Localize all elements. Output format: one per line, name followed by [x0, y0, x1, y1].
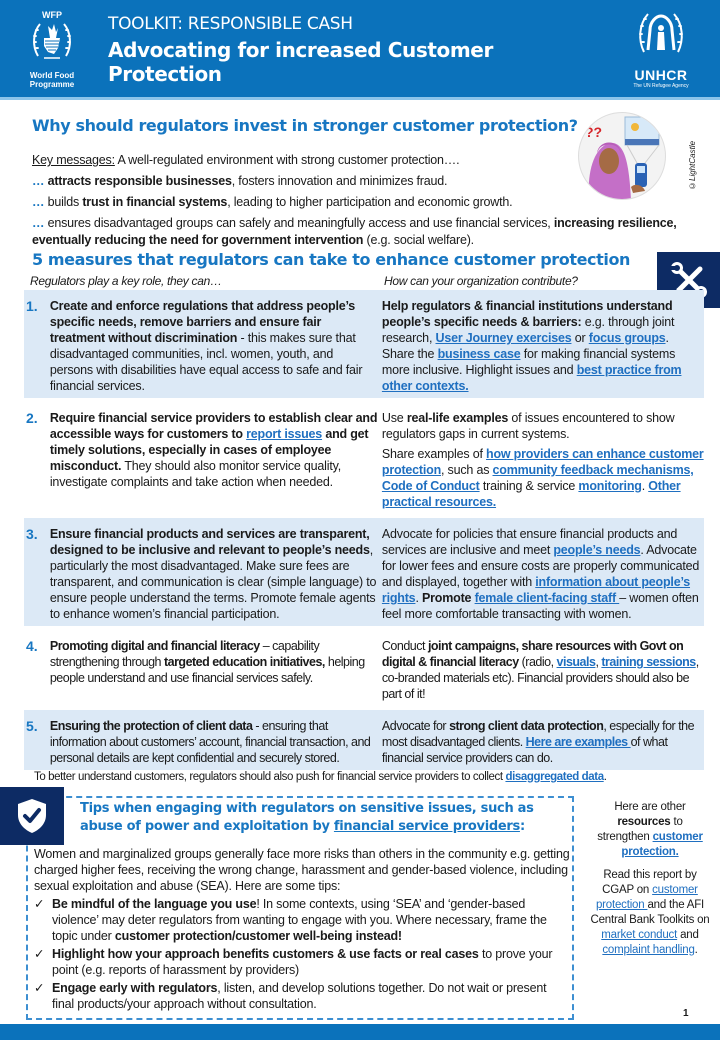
tip-item: ✓ Highlight how your approach benefits customers & use facts or real cases to prove your point (e.g. reports of harassment by providers) — [34, 947, 553, 977]
tips-body — [34, 846, 570, 1012]
regulator-action: Promoting digital and financial literacy – capability strengthening through targeted education initiatives, helping people understand and use financial services safely. — [49, 639, 365, 685]
link-complaint-handling[interactable]: complaint handling — [602, 944, 695, 956]
organization-contribution: Conduct joint campaigns, share resources with Govt on digital & financial literacy (radio, visuals, training sessions, co-branded materials etc). Financial providers should also be part of it! — [381, 639, 699, 701]
regulator-action: Ensure financial products and services are transparent, designed to be inclusive and relevant to people’s needs, particularly the most disadvantaged. Make sure fees are transparent, and communication is clear (simple language) to ensure people understand the terms. Promote female agents to enhance women’s financial participation. — [49, 527, 377, 621]
link-cgap-customer-protection[interactable]: customer protection — [595, 884, 698, 911]
measures-heading: 5 measures that regulators can take to enhance customer protection — [32, 250, 631, 269]
measure-row-4 — [24, 630, 704, 706]
link-community-feedback[interactable]: community feedback mechanisms, Code of Conduct — [381, 463, 694, 493]
page-header — [0, 0, 720, 100]
link-visuals[interactable]: visuals — [556, 655, 596, 669]
link-financial-service-providers[interactable]: financial service providers — [333, 819, 520, 834]
checkmark-icon: ✓ — [34, 947, 45, 961]
measure-row-2 — [24, 402, 704, 514]
regulator-action: Require financial service providers to establish clear and accessible ways for customers to report issues and get timely solutions, especially in cases of employee misconduct. They should also monitor service quality, investigate complaints and take action when needed. — [49, 411, 378, 489]
wfp-logo: WFP World Food Programme — [29, 10, 75, 89]
illustration-art — [579, 113, 666, 200]
regulator-action: Create and enforce regulations that address people’s specific needs, remove barriers and ensure fair treatment without discrimination - this makes sure that disadvantaged communities, incl. women, youth, and persons with disabilities have equal access to safe and fair financial services. — [49, 299, 363, 393]
measure-row-1 — [24, 290, 704, 398]
key-message-item: … builds trust in financial systems, leading to higher participation and economic growth. — [32, 195, 513, 209]
link-market-conduct[interactable]: market conduct — [601, 929, 678, 941]
woman-with-phone-illustration — [578, 112, 666, 200]
link-providers-enhance-protection[interactable]: how providers can enhance customer protection — [381, 447, 704, 477]
tips-heading: Tips when engaging with regulators on sensitive issues, such as abuse of power and exploitation by financial service providers: — [80, 801, 534, 834]
organization-contribution: Use real-life examples of issues encountered to show regulators gaps in current systems. Share examples of how providers can enhance customer protection, such as community feedback mechanisms, Code of Conduct training & service monitoring. Other practical resources. — [381, 411, 704, 509]
disaggregated-data-note: To better understand customers, regulators should also push for financial service providers to collect disaggregated data. — [34, 771, 607, 783]
measure-row-5 — [24, 710, 704, 770]
column-header-organization: How can your organization contribute? — [384, 274, 578, 288]
link-other-resources[interactable]: Other practical resources. — [381, 479, 681, 509]
link-training-sessions[interactable]: training sessions — [601, 655, 696, 669]
measure-number: 1. — [26, 298, 38, 314]
link-peoples-needs[interactable]: people’s needs — [553, 543, 641, 557]
other-resources: Here are other resources to strengthen customer protection. Read this report by CGAP on customer protection and the AFI Central Bank Toolkits on market conduct and complaint handling. — [590, 801, 710, 956]
shield-icon — [15, 797, 49, 835]
column-header-regulators: Regulators play a key role, they can… — [30, 274, 222, 288]
measure-number: 3. — [26, 526, 38, 542]
link-disaggregated-data[interactable]: disaggregated data — [505, 771, 604, 783]
measure-row-3 — [24, 518, 704, 626]
key-message-item: … ensures disadvantaged groups can safely and meaningfully access and use financial services, increasing resilience, eventually reducing the need for government intervention (e.g. social welfare). — [32, 216, 677, 247]
link-peoples-rights[interactable]: information about people’s rights — [381, 575, 691, 605]
link-business-case[interactable]: business case — [437, 347, 521, 361]
regulator-action: Ensuring the protection of client data - ensuring that information about customers’ account, financial transaction, and personal details are kept confidential and securely stored. — [49, 719, 371, 765]
link-female-staff[interactable]: female client-facing staff — [474, 591, 620, 605]
tip-item: ✓ Be mindful of the language you use! In some contexts, using ‘SEA’ and ‘gender-based violence’ may deter regulators from wanting to engage with you. Where necessary, frame the topic under customer protection/customer well-being instead! — [34, 897, 547, 943]
key-message-item: … attracts responsible businesses, fosters innovation and minimizes fraud. — [32, 174, 448, 188]
organization-contribution: Advocate for policies that ensure financial products and services are inclusive and meet people’s needs. Advocate for lower fees and ensure costs are properly communicated and displayed, together with information about people’s rights. Promote female client-facing staff – women often feel more comfortable transacting with women. — [381, 527, 700, 621]
link-focus-groups[interactable]: focus groups — [588, 331, 666, 345]
wfp-emblem-icon — [30, 20, 74, 64]
page-number: 1 — [683, 1008, 689, 1019]
key-messages — [32, 150, 677, 249]
tips-intro: Women and marginalized groups generally face more risks than others in the community e.g. getting charged higher fees, receiving the wrong change, harassment and gender-based violence, including sexual exploitation and abuse (SEA). Here are some tips: — [34, 847, 570, 893]
measure-number: 5. — [26, 718, 38, 734]
tip-item: ✓ Engage early with regulators, listen, and develop solutions together. Do not wait or present final products/your approach without consultation. — [34, 981, 547, 1011]
shield-check-icon — [0, 787, 64, 845]
tips-list — [34, 896, 570, 1012]
svg-text:??: ?? — [585, 124, 603, 140]
link-monitoring[interactable]: monitoring — [578, 479, 642, 493]
image-credit: ©LightCastle — [688, 140, 697, 190]
measure-number: 4. — [26, 638, 38, 654]
toolkit-kicker: TOOLKIT: RESPONSIBLE CASH — [108, 14, 353, 34]
why-heading: Why should regulators invest in stronger customer protection? — [32, 116, 578, 135]
organization-contribution: Help regulators & financial institutions understand people’s specific needs & barriers: e.g. through joint research, User Journey exercises or focus groups. Share the business case for making financial systems more inclusive. Highlight issues and best practice from other contexts. — [381, 299, 682, 393]
checkmark-icon: ✓ — [34, 897, 45, 911]
checkmark-icon: ✓ — [34, 981, 45, 995]
organization-contribution: Advocate for strong client data protection, especially for the most disadvantaged clients. Here are examples of what financial service providers can do. — [381, 719, 695, 765]
unhcr-emblem-icon — [636, 10, 686, 60]
unhcr-logo: UNHCR The UN Refugee Agency — [618, 10, 704, 92]
link-user-journey-exercises[interactable]: User Journey exercises — [435, 331, 572, 345]
footer-bar — [0, 1024, 720, 1040]
measures-table — [24, 290, 704, 774]
key-messages-intro: Key messages: A well-regulated environment with strong customer protection…. — [32, 153, 460, 167]
link-customer-protection-resources[interactable]: customer protection. — [621, 831, 703, 858]
link-report-issues[interactable]: report issues — [246, 427, 323, 441]
link-best-practice[interactable]: best practice from other contexts. — [381, 363, 682, 393]
measure-number: 2. — [26, 410, 38, 426]
page-title: Advocating for increased Customer Protection — [108, 38, 493, 86]
link-here-are-examples[interactable]: Here are examples — [525, 735, 631, 749]
